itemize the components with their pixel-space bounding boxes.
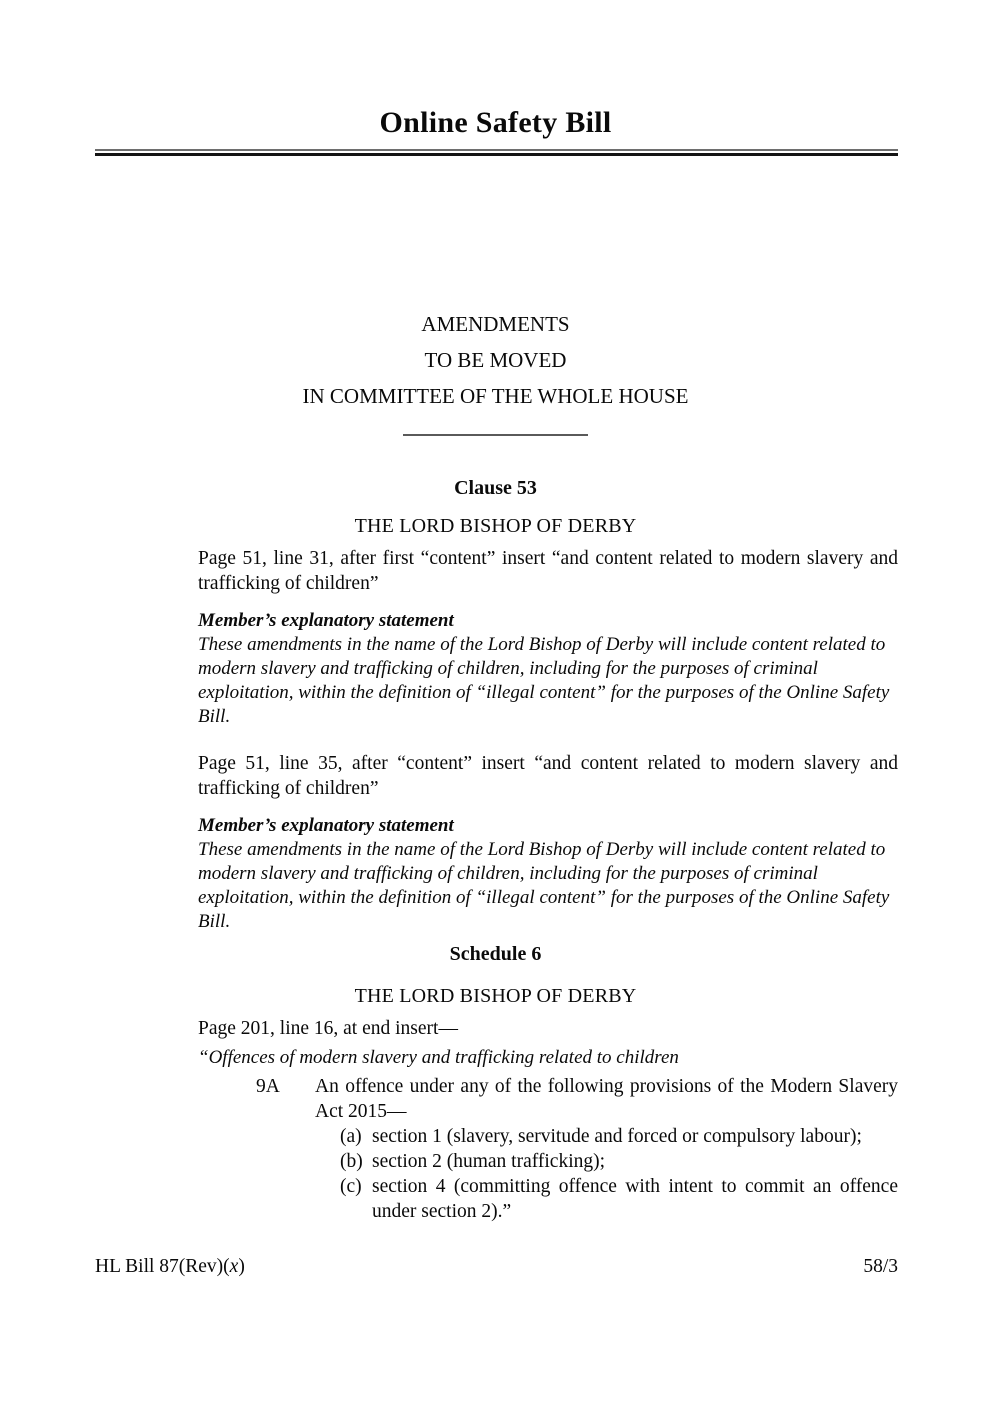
amendment-text: Page 51, line 31, after first “content” insert “and content related to modern slavery and trafficking of children” — [198, 548, 898, 594]
amendment-text: Page 51, line 35, after “content” insert “and content related to modern slavery and trafficking of children” — [198, 753, 898, 799]
provision-number: 9A — [256, 1076, 280, 1097]
explanatory-text: These amendments in the name of the Lord Bishop of Derby will include content related to modern slavery and trafficking of children, including for the purposes of criminal exploitation, within the definition of “illegal content” for the purposes of the Online Safety Bill. — [198, 839, 890, 932]
provision-9a — [198, 1074, 898, 1124]
explanatory-label: Member’s explanatory statement — [198, 815, 454, 836]
provision-text: An offence under any of the following provisions of the Modern Slavery Act 2015— — [315, 1076, 898, 1122]
page-title: Online Safety Bill — [379, 106, 612, 139]
list-item-text: section 2 (human trafficking); — [372, 1151, 606, 1172]
list-item-text: section 1 (slavery, servitude and forced or compulsory labour); — [372, 1126, 862, 1147]
list-item-label: (a) — [340, 1126, 362, 1147]
body-column — [198, 1016, 898, 1224]
bill-ref-suffix: ) — [238, 1256, 245, 1277]
list-item — [198, 1149, 898, 1174]
amendments-header-line: AMENDMENTS — [421, 312, 570, 336]
list-item — [198, 1174, 898, 1224]
amendments-header-line: TO BE MOVED — [424, 348, 567, 372]
bill-ref-variable: x — [229, 1256, 239, 1277]
sponsor-name: THE LORD BISHOP OF DERBY — [354, 515, 637, 537]
footer-bill-reference — [95, 1256, 245, 1278]
sponsor-name: THE LORD BISHOP OF DERBY — [354, 985, 637, 1007]
title-double-rule — [95, 149, 898, 156]
amendments-header — [0, 306, 991, 414]
page-footer — [95, 1256, 898, 1278]
separator-rule — [403, 434, 588, 436]
bill-ref-prefix: HL Bill 87(Rev)( — [95, 1256, 230, 1277]
body-column — [198, 546, 898, 934]
explanatory-statement — [198, 609, 898, 729]
amendments-header-line: IN COMMITTEE OF THE WHOLE HOUSE — [302, 384, 689, 408]
list-item — [198, 1124, 898, 1149]
schedule-heading: Schedule 6 — [449, 943, 542, 965]
list-item-label: (c) — [340, 1176, 362, 1197]
amendment-intro: Page 201, line 16, at end insert— — [198, 1018, 458, 1039]
explanatory-label: Member’s explanatory statement — [198, 610, 454, 631]
footer-page-number: 58/3 — [863, 1256, 898, 1277]
clause-heading: Clause 53 — [454, 477, 537, 499]
list-item-label: (b) — [340, 1151, 363, 1172]
inserted-offences-heading: “Offences of modern slavery and trafficking related to children — [198, 1047, 679, 1068]
explanatory-statement — [198, 814, 898, 934]
explanatory-text: These amendments in the name of the Lord Bishop of Derby will include content related to modern slavery and trafficking of children, including for the purposes of criminal exploitation, within the definition of “illegal content” for the purposes of the Online Safety Bill. — [198, 634, 890, 727]
list-item-text: section 4 (committing offence with intent to commit an offence under section 2).” — [372, 1176, 898, 1222]
